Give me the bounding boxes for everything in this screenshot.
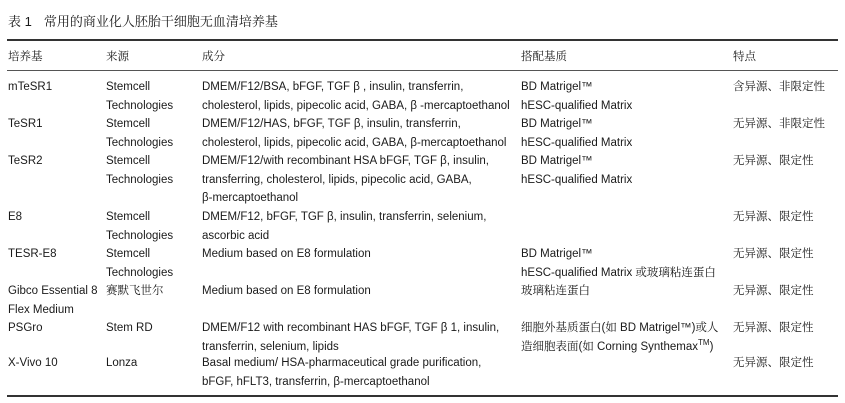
cell-source: 赛默飞世尔	[106, 285, 164, 297]
header-features: 特点	[733, 51, 756, 63]
cell-features: 无异源、限定性	[733, 322, 814, 334]
cell-medium: E8	[8, 211, 23, 223]
cell-matrix: BD Matrigel™ hESC-qualified Matrix	[521, 118, 633, 149]
cell-features: 无异源、限定性	[733, 285, 814, 297]
cell-source: Stemcell Technologies	[106, 248, 174, 279]
header-components: 成分	[202, 51, 225, 63]
header-matrix: 搭配基质	[521, 51, 567, 63]
cell-features: 无异源、限定性	[733, 357, 814, 369]
cell-medium: TeSR2	[8, 155, 43, 167]
header-source: 来源	[106, 51, 129, 63]
cell-components: DMEM/F12/HAS, bFGF, TGF β, insulin, transferrin, cholesterol, lipids, pipecolic acid, GABA, β-mercaptoethanol	[202, 118, 507, 149]
cell-components: DMEM/F12 with recombinant HAS bFGF, TGF β 1, insulin, transferrin, selenium, lipids	[202, 322, 500, 353]
cell-components: DMEM/F12, bFGF, TGF β, insulin, transferrin, selenium, ascorbic acid	[202, 211, 487, 242]
cell-components: DMEM/F12/BSA, bFGF, TGF β , insulin, transferrin, cholesterol, lipids, pipecolic acid, GABA, β -mercaptoethanol	[202, 81, 510, 112]
table-title: 常用的商业化人胚胎干细胞无血清培养基	[43, 14, 278, 29]
cell-source: Stemcell Technologies	[106, 81, 174, 112]
cell-features: 无异源、限定性	[733, 155, 814, 167]
cell-matrix: 细胞外基质蛋白(如 BD Matrigel™)或人 造细胞表面(如 Corning Synthemax™)	[521, 322, 719, 353]
cell-features: 无异源、非限定性	[733, 118, 825, 130]
table-number: 表 1	[8, 14, 32, 29]
cell-features: 含异源、非限定性	[733, 81, 825, 93]
cell-components: Medium based on E8 formulation	[202, 248, 371, 260]
cell-components: DMEM/F12/with recombinant HSA bFGF, TGF β, insulin, transferring, cholesterol, lipids, pipecolic acid, GABA, β-mercaptoethanol	[202, 155, 489, 204]
cell-source: Stemcell Technologies	[106, 155, 174, 186]
cell-medium: Gibco Essential 8 Flex Medium	[8, 285, 98, 316]
cell-features: 无异源、限定性	[733, 248, 814, 260]
cell-matrix: BD Matrigel™ hESC-qualified Matrix	[521, 155, 633, 186]
trademark-superscript: TM	[698, 337, 710, 347]
cell-medium: mTeSR1	[8, 81, 53, 93]
table-caption	[8, 11, 278, 30]
header-medium: 培养基	[8, 51, 43, 63]
cell-matrix: BD Matrigel™ hESC-qualified Matrix	[521, 81, 633, 112]
cell-medium: X-Vivo 10	[8, 357, 58, 369]
cell-source: Stemcell Technologies	[106, 211, 174, 242]
cell-source: Lonza	[106, 357, 138, 369]
cell-source: Stem RD	[106, 322, 153, 334]
top-rule	[7, 39, 838, 41]
cell-features: 无异源、限定性	[733, 211, 814, 223]
cell-components: Basal medium/ HSA-pharmaceutical grade purification, bFGF, hFLT3, transferrin, β-mercaptoethanol	[202, 357, 482, 388]
cell-medium: TESR-E8	[8, 248, 57, 260]
bottom-rule	[7, 395, 838, 397]
cell-components: Medium based on E8 formulation	[202, 285, 371, 297]
cell-matrix: 玻璃粘连蛋白	[521, 285, 590, 297]
cell-medium: PSGro	[8, 322, 43, 334]
cell-source: Stemcell Technologies	[106, 118, 174, 149]
cell-matrix: BD Matrigel™ hESC-qualified Matrix 或玻璃粘连蛋白	[521, 248, 716, 279]
cell-medium: TeSR1	[8, 118, 43, 130]
header-rule	[7, 70, 838, 71]
